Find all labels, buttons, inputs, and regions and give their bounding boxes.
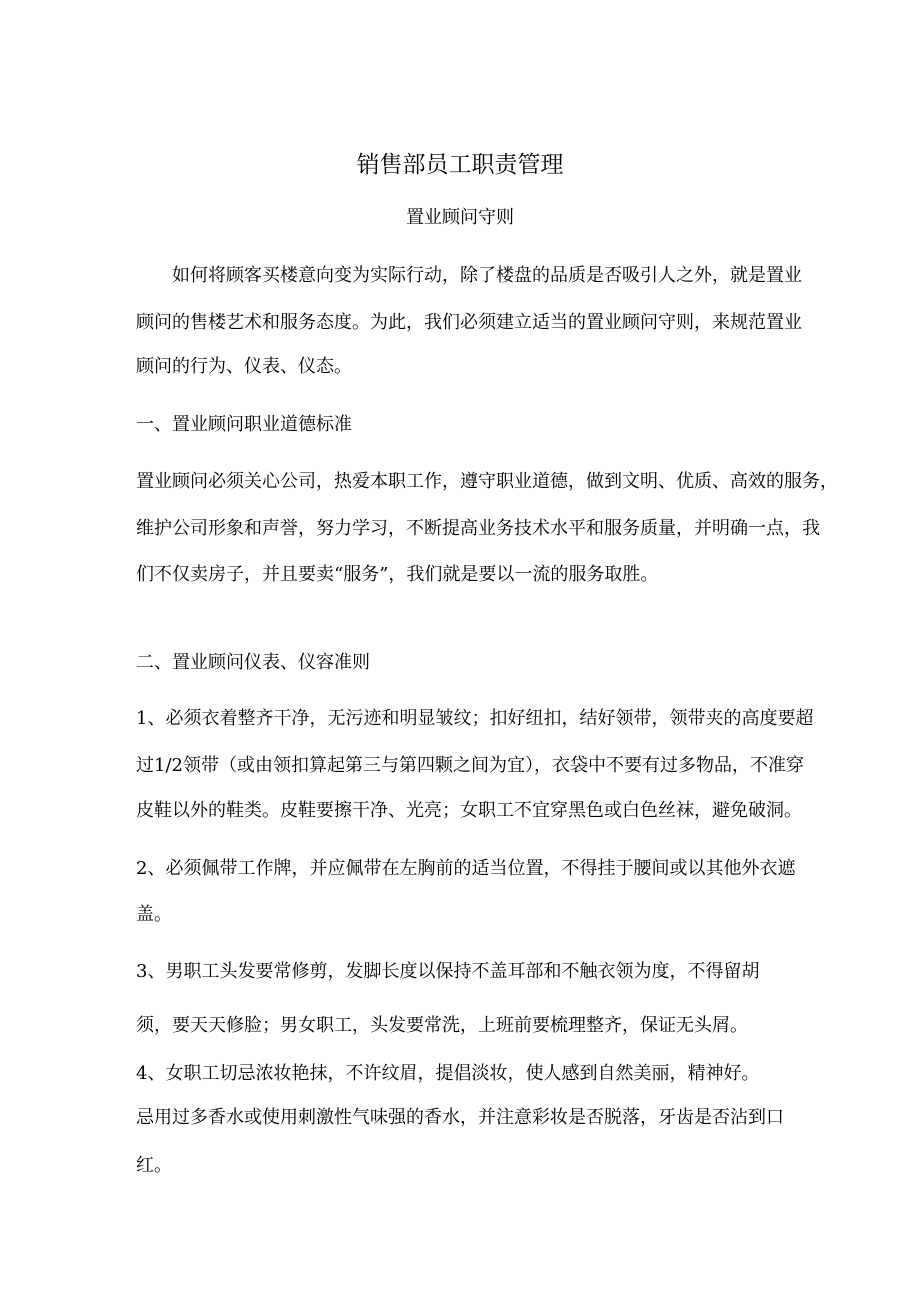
- rule-2-line-2: 盖。: [136, 904, 172, 925]
- rule-3-line-2: 须，要天天修脸；男女职工，头发要常洗，上班前要梳理整齐，保证无头屑。: [136, 1015, 748, 1036]
- rule-1-line-1: 1、必须衣着整齐干净，无污迹和明显皱纹；扣好纽扣，结好领带，领带夹的高度要超: [136, 708, 814, 729]
- rule-4-line-3: 红。: [136, 1155, 172, 1176]
- rule-1-line-3: 皮鞋以外的鞋类。皮鞋要擦干净、光亮；女职工不宜穿黑色或白色丝袜，避免破洞。: [136, 800, 802, 821]
- rule-2-line-1: 2、必须佩带工作牌，并应佩带在左胸前的适当位置，不得挂于腰间或以其他外衣遮: [136, 858, 796, 879]
- section-heading-ethics: 一、置业顾问职业道德标准: [136, 414, 352, 435]
- ethics-line-3: 们不仅卖房子，并且要卖“服务”，我们就是要以一流的服务取胜。: [136, 564, 659, 585]
- document-title: 销售部员工职责管理: [356, 152, 564, 178]
- rule-3-line-1: 3、男职工头发要常修剪，发脚长度以保持不盖耳部和不触衣领为度，不得留胡: [136, 961, 760, 982]
- rule-4-line-1: 4、女职工切忌浓妆艳抹，不许纹眉，提倡淡妆，使人感到自然美丽，精神好。: [136, 1063, 760, 1084]
- ethics-line-2: 维护公司形象和声誉，努力学习，不断提高业务技术水平和服务质量，并明确一点，我: [136, 518, 820, 539]
- intro-line-3: 顾问的行为、仪表、仪态。: [136, 356, 352, 377]
- rule-4-line-2: 忌用过多香水或使用刺激性气味强的香水，并注意彩妆是否脱落，牙齿是否沾到口: [136, 1107, 784, 1128]
- intro-line-1: 如何将顾客买楼意向变为实际行动，除了楼盘的品质是否吸引人之外，就是置业: [172, 265, 802, 286]
- document-subtitle: 置业顾问守则: [406, 207, 514, 228]
- section-heading-appearance: 二、置业顾问仪表、仪容准则: [136, 652, 370, 673]
- intro-line-2: 顾问的售楼艺术和服务态度。为此，我们必须建立适当的置业顾问守则，来规范置业: [136, 312, 802, 333]
- rule-1-line-2: 过1/2领带（或由领扣算起第三与第四颗之间为宜），衣袋中不要有过多物品，不准穿: [136, 755, 804, 776]
- ethics-line-1: 置业顾问必须关心公司，热爱本职工作，遵守职业道德，做到文明、优质、高效的服务，: [136, 471, 838, 492]
